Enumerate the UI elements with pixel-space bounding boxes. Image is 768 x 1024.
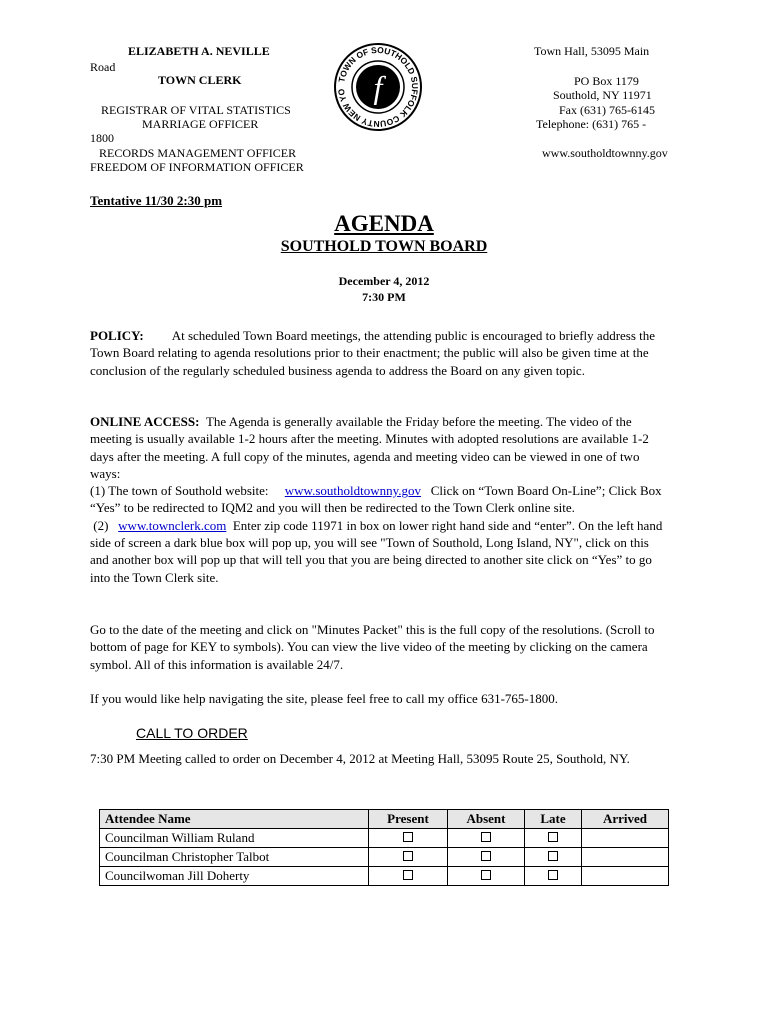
late-checkbox[interactable] — [548, 832, 558, 842]
online-label: ONLINE ACCESS: — [90, 414, 200, 429]
svg-text:f: f — [373, 69, 383, 105]
town-seal-graphic — [333, 42, 423, 132]
clerk-address: Town Hall, 53095 Main — [534, 44, 650, 58]
attendance-header-row — [100, 810, 669, 829]
telephone-line: Telephone: (631) 765 - — [536, 117, 647, 131]
marriage-title: MARRIAGE OFFICER — [142, 117, 259, 131]
townclerk-link[interactable]: www.townclerk.com — [118, 517, 227, 533]
table-row — [100, 867, 669, 886]
header-attendee-name: Attendee Name — [100, 810, 369, 829]
absent-checkbox[interactable] — [481, 832, 491, 842]
foi-title: FREEDOM OF INFORMATION OFFICER — [90, 160, 304, 174]
svg-text:TOWN OF SOUTHOLD SUFFOLK COUNT: TOWN OF SOUTHOLD SUFFOLK COUNTY NEW YO — [335, 44, 421, 130]
arrived-cell[interactable] — [582, 829, 669, 848]
registrar-title: REGISTRAR OF VITAL STATISTICS — [101, 103, 291, 117]
phone-suffix: 1800 — [90, 131, 114, 145]
board-title: SOUTHOLD TOWN BOARD — [280, 238, 488, 255]
call-to-order-paragraph — [90, 750, 670, 767]
help-text: If you would like help navigating the site, please feel free to call my office 631-765-1800. — [90, 691, 558, 706]
meeting-date: December 4, 2012 — [338, 274, 430, 288]
policy-section — [90, 327, 670, 379]
table-row — [100, 829, 669, 848]
goto-text: Go to the date of the meeting and click on "Minutes Packet" this is the full copy of the resolutions. (Scroll to bottom of page for KEY to symbols). You can view the live video of the meeting by clicking on the camera symbol. All of this information is available 24/7. — [90, 622, 655, 672]
goto-paragraph — [90, 621, 670, 673]
help-paragraph — [90, 690, 670, 707]
attendee-name: Councilman Christopher Talbot — [100, 848, 369, 867]
header-present: Present — [369, 810, 448, 829]
policy-label: POLICY: — [90, 328, 144, 343]
southold-website-link[interactable]: www.southoldtownny.gov — [284, 483, 422, 499]
way1-suffix: Click on “Town Board On-Line”; Click Box “Yes” to be redirected to IQM2 and you will then be redirected to the Town Clerk online site. — [90, 483, 662, 516]
late-checkbox[interactable] — [548, 870, 558, 880]
present-checkbox[interactable] — [403, 870, 413, 880]
attendee-name: Councilwoman Jill Doherty — [100, 867, 369, 886]
way1-prefix: (1) The town of Southold website: — [90, 483, 269, 499]
clerk-title: TOWN CLERK — [158, 73, 242, 87]
road-text: Road — [90, 60, 116, 74]
website-line: www.southoldtownny.gov — [542, 146, 668, 160]
header-absent: Absent — [448, 810, 525, 829]
absent-checkbox[interactable] — [481, 851, 491, 861]
po-box: PO Box 1179 — [574, 74, 639, 88]
absent-checkbox[interactable] — [481, 870, 491, 880]
call-to-order-heading-text: CALL TO ORDER — [136, 725, 248, 741]
late-checkbox[interactable] — [548, 851, 558, 861]
way2-prefix: (2) — [93, 517, 109, 533]
arrived-cell[interactable] — [582, 848, 669, 867]
records-title: RECORDS MANAGEMENT OFFICER — [99, 146, 297, 160]
present-checkbox[interactable] — [403, 832, 413, 842]
table-row — [100, 848, 669, 867]
agenda-title: AGENDA — [334, 211, 434, 236]
present-checkbox[interactable] — [403, 851, 413, 861]
clerk-name: ELIZABETH A. NEVILLE — [128, 44, 270, 58]
header-arrived: Arrived — [582, 810, 669, 829]
town-seal — [333, 42, 423, 132]
call-to-order-text: 7:30 PM Meeting called to order on December 4, 2012 at Meeting Hall, 53095 Route 25, Southold, NY. — [90, 751, 630, 766]
meeting-time: 7:30 PM — [362, 290, 406, 304]
call-to-order-heading — [90, 725, 248, 741]
way2-suffix: Enter zip code 11971 in box on lower right hand side and “enter”. On the left hand side of screen a dark blue box will pop up, you will see "Town of Southold, Long Island, NY", click on this and another box will pop up that will tell you that you are being directed to another site click on “Yes” to go into the Town Clerk site. — [90, 517, 663, 585]
arrived-cell[interactable] — [582, 867, 669, 886]
tentative-note: Tentative 11/30 2:30 pm — [90, 193, 223, 208]
online-intro: The Agenda is generally available the Friday before the meeting. The video of the meeting is usually available 1-2 hours after the meeting. Minutes with adopted resolutions are available 1-2 days after the meeting. A full copy of the minutes, agenda and meeting video can be viewed in one of two ways: — [90, 414, 649, 481]
attendance-table — [99, 809, 669, 886]
online-access-section — [90, 413, 670, 586]
fax-line: Fax (631) 765-6145 — [559, 103, 655, 117]
city-line: Southold, NY 11971 — [553, 88, 652, 102]
attendee-name: Councilman William Ruland — [100, 829, 369, 848]
policy-text: At scheduled Town Board meetings, the attending public is encouraged to briefly address the Town Board relating to agenda resolutions prior to their enactment; the public will also be given time at the conclusion of the regularly scheduled business agenda to address the Board on any given topic. — [90, 328, 656, 378]
header-late: Late — [525, 810, 582, 829]
